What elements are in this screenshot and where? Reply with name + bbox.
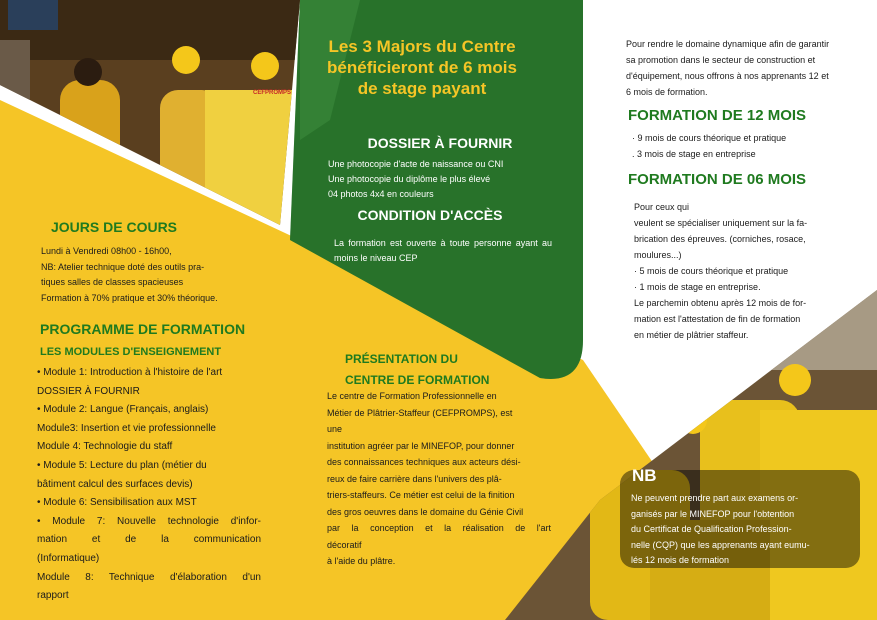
list-item: · 9 mois de cours théorique et pratique <box>632 133 787 143</box>
module-line: Module 8: Technique d'élaboration d'un <box>37 571 261 583</box>
text-line: par la conception et la réalisation de l'art <box>327 523 551 533</box>
dossier-item: Une photocopie d'acte de naissance ou CNI <box>328 159 504 169</box>
text-line: lés 12 mois de formation <box>631 555 730 565</box>
text-line: NB: Atelier technique doté des outils pra- <box>41 261 205 272</box>
module-line: (Informatique) <box>37 552 100 564</box>
formation-12-title: FORMATION DE 12 MOIS <box>628 107 807 124</box>
presentation-title <box>345 349 489 391</box>
nb-text <box>631 491 856 569</box>
formation-06-title: FORMATION DE 06 MOIS <box>628 171 807 188</box>
programme-title: PROGRAMME DE FORMATION <box>40 321 246 337</box>
photo-caption: CEFPROMPS <box>253 90 292 96</box>
presentation-title-line: PRÉSENTATION DU <box>345 352 458 366</box>
condition-text: La formation est ouverte à toute personne ayant au moins le niveau CEP <box>334 238 552 263</box>
list-item: . 3 mois de stage en entreprise <box>632 148 756 159</box>
module-line: • Module 1: Introduction à l'histoire de l'art <box>37 367 223 378</box>
dossier-item: Une photocopie du diplôme le plus élevé <box>328 174 491 184</box>
majors-title: Les 3 Majors du Centre bénéficieront de 6 mois de stage payant <box>327 37 517 98</box>
programme-subtitle: LES MODULES D'ENSEIGNEMENT <box>40 346 222 358</box>
nb-title: NB <box>632 466 657 485</box>
module-line: • Module 6: Sensibilisation aux MST <box>37 497 197 509</box>
module-line: Module 4: Technologie du staff <box>37 441 173 453</box>
dossier-list <box>328 157 568 202</box>
text-line: Le parchemin obtenu après 12 mois de for- <box>634 298 807 308</box>
module-line: DOSSIER À FOURNIR <box>37 385 140 397</box>
presentation-text <box>327 388 551 570</box>
text-line: reux de faire carrière dans l'univers des plâ- <box>327 473 502 484</box>
modules-list <box>37 364 261 606</box>
module-line: • Module 7: Nouvelle technologie d'infor- <box>37 515 261 527</box>
text-line: nelle (CQP) que les apprenants ayant eumu- <box>631 539 810 550</box>
presentation-title-line: CENTRE DE FORMATION <box>345 373 490 387</box>
text-line: Formation à 70% pratique et 30% théorique. <box>41 292 218 303</box>
dossier-item: 04 photos 4x4 en couleurs <box>328 189 434 199</box>
formation-12-list <box>632 131 842 162</box>
text-line: Ne peuvent prendre part aux examens or- <box>631 493 799 503</box>
text-line: brication des épreuves. (corniches, rosace, <box>634 234 806 244</box>
text-line: · 5 mois de cours théorique et pratique <box>634 266 789 276</box>
module-line: • Module 2: Langue (Français, anglais) <box>37 404 209 416</box>
text-line: ganisés par le MINEFOP pour l'obtention <box>631 508 795 519</box>
text-line: décoratif <box>327 539 362 550</box>
text-line: du Certificat de Qualification Profession- <box>631 524 792 534</box>
jours-text <box>41 244 271 306</box>
text-line: Métier de Plâtrier-Staffeur (CEFPROMPS), est <box>327 407 513 418</box>
intro-text: Pour rendre le domaine dynamique afin de garantir sa promotion dans le secteur de construction et d'équipement, nous offrons à nos apprenants 12 et 6 mois de formation. <box>626 39 830 97</box>
text-line: en métier de plâtrier staffeur. <box>634 330 749 340</box>
text-line: · 1 mois de stage en entreprise. <box>634 282 761 292</box>
text-line: triers-staffeurs. Ce métier est celui de la finition <box>327 490 515 500</box>
jours-title: JOURS DE COURS <box>51 219 178 235</box>
text-line: Pour ceux qui <box>634 202 690 212</box>
module-line: Module3: Insertion et vie professionnelle <box>37 422 216 434</box>
module-line: bâtiment calcul des surfaces devis) <box>37 478 193 490</box>
text-line: à l'aide du plâtre. <box>327 556 396 566</box>
text-line: mation est l'attestation de fin de formation <box>634 314 801 324</box>
text-line: Lundi à Vendredi 08h00 - 16h00, <box>41 246 172 256</box>
formation-06-text <box>634 199 844 343</box>
text-line: veulent se spécialiser uniquement sur la fa- <box>634 218 808 228</box>
module-line: rapport <box>37 590 69 602</box>
module-line: • Module 5: Lecture du plan (métier du <box>37 459 207 471</box>
text-line: des gros oeuvres dans le domaine du Génie Civil <box>327 506 524 517</box>
text-line: tiques salles de classes spacieuses <box>41 277 184 287</box>
text-line: Le centre de Formation Professionnelle en <box>327 391 497 401</box>
text-line: institution agréer par le MINEFOP, pour donner <box>327 440 515 451</box>
text-line: des connaissances techniques aux acteurs dési- <box>327 457 521 467</box>
text-line: moulures...) <box>634 250 682 260</box>
text-line: une <box>327 424 343 434</box>
module-line: mation et de la communication <box>37 534 261 546</box>
condition-title: CONDITION D'ACCÈS <box>357 207 503 223</box>
dossier-title: DOSSIER À FOURNIR <box>367 135 513 151</box>
